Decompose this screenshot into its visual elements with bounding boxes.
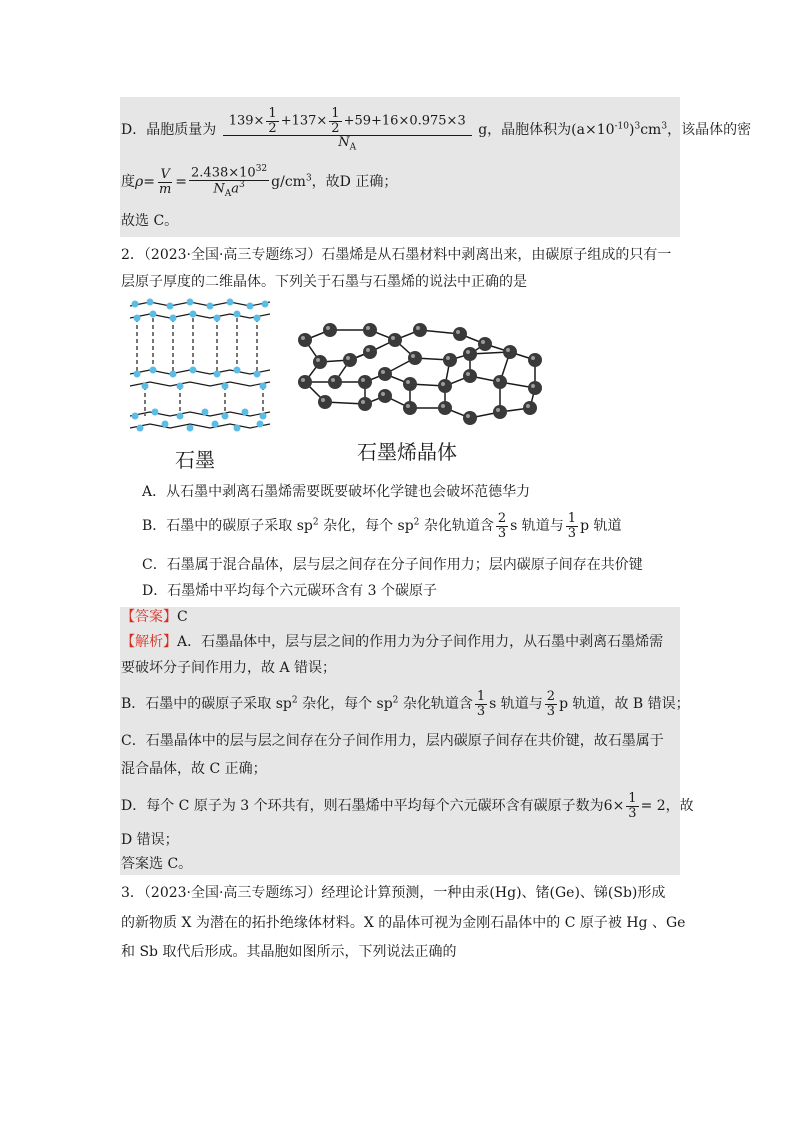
q2-stem-line2: 层原子厚度的二维晶体。下列关于石墨与石墨烯的说法中正确的是 [121,274,527,290]
graphite-figure [125,296,275,436]
q2-analysis-c2: 混合晶体，故 C 正确； [121,761,267,777]
q2-option-d: D．石墨烯中平均每个六元碳环含有 3 个碳原子 [142,583,438,599]
mass-fraction: 139× $\frac{1}{2}$ +137× $\frac{1}{2}$ +59+16×0.975×3 $N_A$ [223,107,472,153]
prev-density-line: 度ρ= $\frac{V}{m}$ = $\frac{2.438\times 10^{32}}{N_Aa^3}$ $g/cm^3$，故D 正确； [121,164,398,199]
q2-analysis-d2: D 错误； [121,832,179,848]
answer-tag: 【答案】 [121,609,177,625]
q2-analysis-final: 答案选 C。 [121,856,193,872]
q2-option-b: B．石墨中的碳原子采取 $sp^2$ 杂化，每个 $sp^2$ 杂化轨道含 $\frac{2}{3}$ s 轨道与 $\frac{1}{3}$ p 轨道 [142,511,622,541]
q3-stem-line2: 的新物质 X 为潜在的拓扑绝缘体材料。X 的晶体可视为金刚石晶体中的 C 原子被 Hg 、Ge [121,915,686,931]
prev-conclusion: 故选 C。 [121,213,179,229]
q3-stem-line3: 和 Sb 取代后形成。其晶胞如图所示，下列说法正确的 [121,944,457,960]
q2-option-a: A．从石墨中剥离石墨烯需要既要破坏化学键也会破坏范德华力 [142,484,531,500]
prev-d-line: D．晶胞质量为 139× $\frac{1}{2}$ +137× $\frac{1}{2}$ +59+16×0.975×3 $N_A$ g，晶胞体积为$(a\times 10^{-10})^3cm^3$，该晶体的密 [121,106,752,153]
q2-analysis-a2: 要破坏分子间作用力，故 A 错误； [121,660,337,676]
graphite-label: 石墨 [175,448,215,472]
q2-analysis-c1: C．石墨晶体中的层与层之间存在分子间作用力，层内碳原子间存在共价键，故石墨属于 [121,733,664,749]
q2-analysis-d: D．每个 C 原子为 3 个环共有，则石墨烯中平均每个六元碳环含有碳原子数为6× $\frac{1}{3}$ = 2，故 [121,791,694,821]
q2-analysis-b: B．石墨中的碳原子采取 $sp^2$ 杂化，每个 $sp^2$ 杂化轨道含 $\frac{1}{3}$ s 轨道与 $\frac{2}{3}$ p 轨道，故 B 错误； [121,689,690,719]
graphene-label: 石墨烯晶体 [357,440,457,464]
q3-stem-line1: 3．（2023·全国·高三专题练习）经理论计算预测，一种由汞(Hg)、锗(Ge)、锑(Sb)形成 [121,885,666,901]
q2-answer [121,609,188,626]
q2-stem-line1: 2．（2023·全国·高三专题练习）石墨烯是从石墨材料中剥离出来，由碳原子组成的只有一 [121,247,672,263]
answer-value: C [177,609,188,625]
analysis-tag: 【解析】 [121,634,177,650]
graphene-figure [290,312,550,432]
q2-option-c: C．石墨属于混合晶体，层与层之间存在分子间作用力；层内碳原子间存在共价键 [142,557,643,573]
q2-analysis-a1: 【解析】A．石墨晶体中，层与层之间的作用力为分子间作用力，从石墨中剥离石墨烯需 [121,634,664,650]
